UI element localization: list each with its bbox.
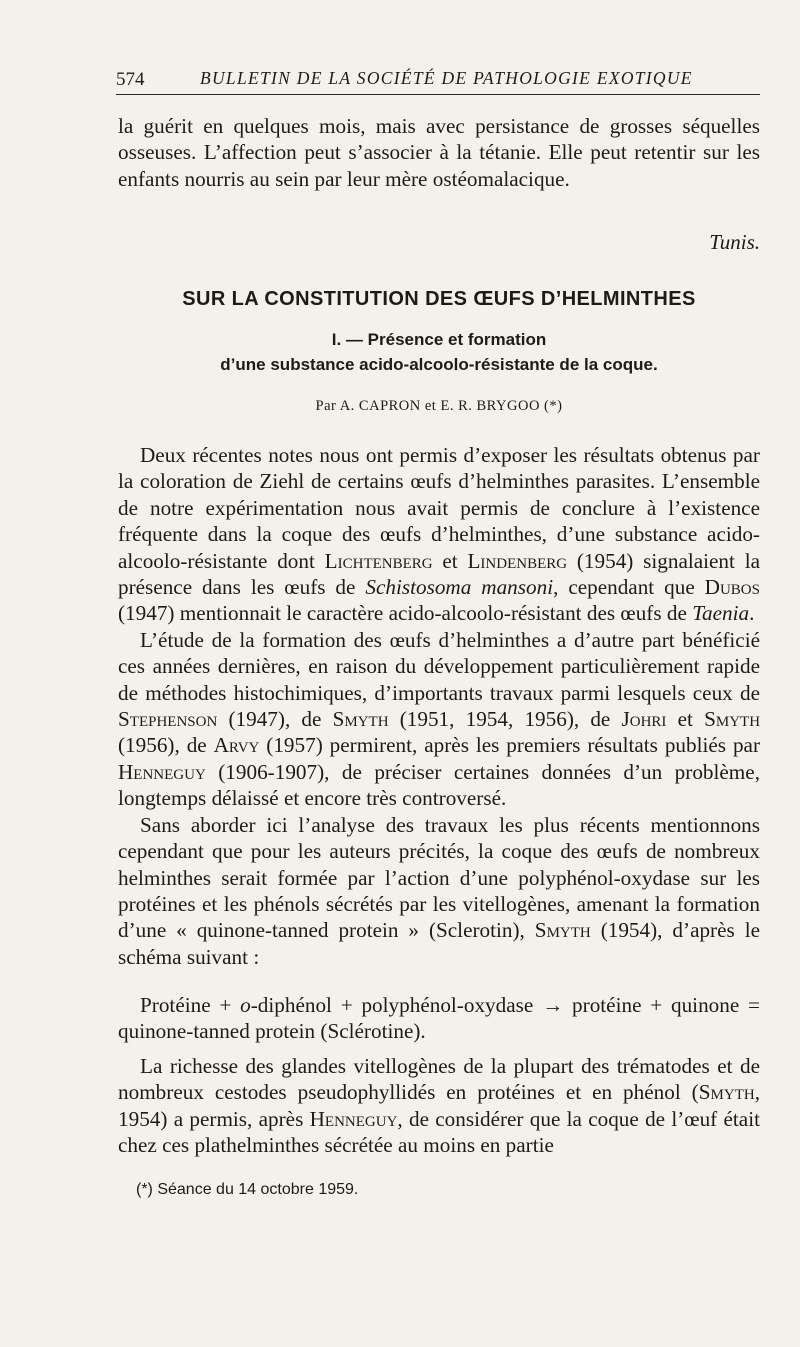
previous-article-paragraph: la guérit en quelques mois, mais avec persistance de grosses séquelles osseuses. L’affection peut s’associer à la tétanie. Elle peut retentir sur les enfants nourris au sein par leur mère ostéomalacique. (118, 114, 760, 191)
paragraph-3: Sans aborder ici l’analyse des travaux les plus récents mentionnons cependant que pour les auteurs précités, la coque des œufs de nombreux helminthes serait formée par l’action d’une polyphénol-oxydase sur les protéines et les phénols sécrétés par les vitellogènes, amenant la formation d’une « quinone-tanned protein » (Sclerotin), Smyth (1954), d’après le schéma suivant : (118, 812, 760, 969)
paragraph-2: L’étude de la formation des œufs d’helminthes a d’autre part bénéficié ces années dernières, en raison du développement particulièrement rapide de méthodes histochimiques, d’importants travaux parmi lesquels ceux de Stephenson (1947), de Smyth (1951, 1954, 1956), de Johri et Smyth (1956), de Arvy (1957) permirent, après les premiers résultats publiés par Henneguy (1906-1907), de préciser certaines données d’un problème, longtemps délaissé et encore très controversé. (118, 627, 761, 811)
species-name: Schistosoma mansoni (365, 575, 554, 600)
author-name: Arvy (213, 733, 260, 758)
previous-article-ending (118, 113, 760, 192)
author-name: Smyth (698, 1080, 755, 1105)
formula-line: Protéine + o-diphénol + polyphénol-oxydase → protéine + quinone = quinone-tanned protein (Sclérotine). (118, 993, 760, 1044)
author-name: Henneguy (118, 759, 206, 784)
author-name: Stephenson (118, 707, 218, 732)
paragraph-1: Deux récentes notes nous ont permis d’exposer les résultats obtenus par la coloration de Ziehl de certains œufs d’helminthes parasites. L’ensemble de notre expérimentation nous avait permis de conclure à l’existence fréquente dans la coque des œufs d’helminthes, d’une substance acido-alcoolo-résistante dont Lichtenberg et Lindenberg (1954) signalaient la présence dans les œufs de Schistosoma mansoni, cependant que Dubos (1947) mentionnait le caractère acido-alcoolo-résistant des œufs de Taenia. (118, 443, 760, 626)
footnote: (*) Séance du 14 octobre 1959. (136, 1181, 359, 1198)
author-name: Smyth (332, 707, 389, 732)
article-subtitle-line-2: d’une substance acido-alcoolo-résistante de la coque. (220, 355, 658, 374)
author-name: Lindenberg (467, 548, 568, 573)
author-name: Dubos (704, 575, 760, 600)
article-authors: Par A. CAPRON et E. R. BRYGOO (*) (315, 398, 563, 414)
journal-title: BULLETIN DE LA SOCIÉTÉ DE PATHOLOGIE EXOTIQUE (200, 68, 693, 88)
article-body (118, 442, 760, 970)
article-title: SUR LA CONSTITUTION DES ŒUFS D’HELMINTHES (182, 288, 696, 310)
article-body-continued (118, 1053, 760, 1159)
running-header (116, 66, 760, 95)
page-number: 574 (116, 69, 145, 90)
place-signature: Tunis. (709, 230, 760, 254)
paragraph-4: La richesse des glandes vitellogènes de la plupart des trématodes et de nombreux cestodes pseudophyllidés en protéines et en phénol (Smyth, 1954) a permis, après Henneguy, de considérer que la coque de l’œuf était chez ces plathelminthes sécrétée au moins en partie (118, 1054, 760, 1158)
author-name: Johri (621, 707, 667, 732)
author-name: Smyth (534, 918, 591, 943)
author-name: Lichtenberg (324, 548, 433, 573)
reaction-scheme (118, 992, 760, 1045)
genus-name: Taenia (692, 601, 750, 626)
author-name: Henneguy (309, 1106, 398, 1131)
author-name: Smyth (704, 707, 761, 732)
article-subtitle-line-1: I. — Présence et formation (331, 330, 547, 349)
